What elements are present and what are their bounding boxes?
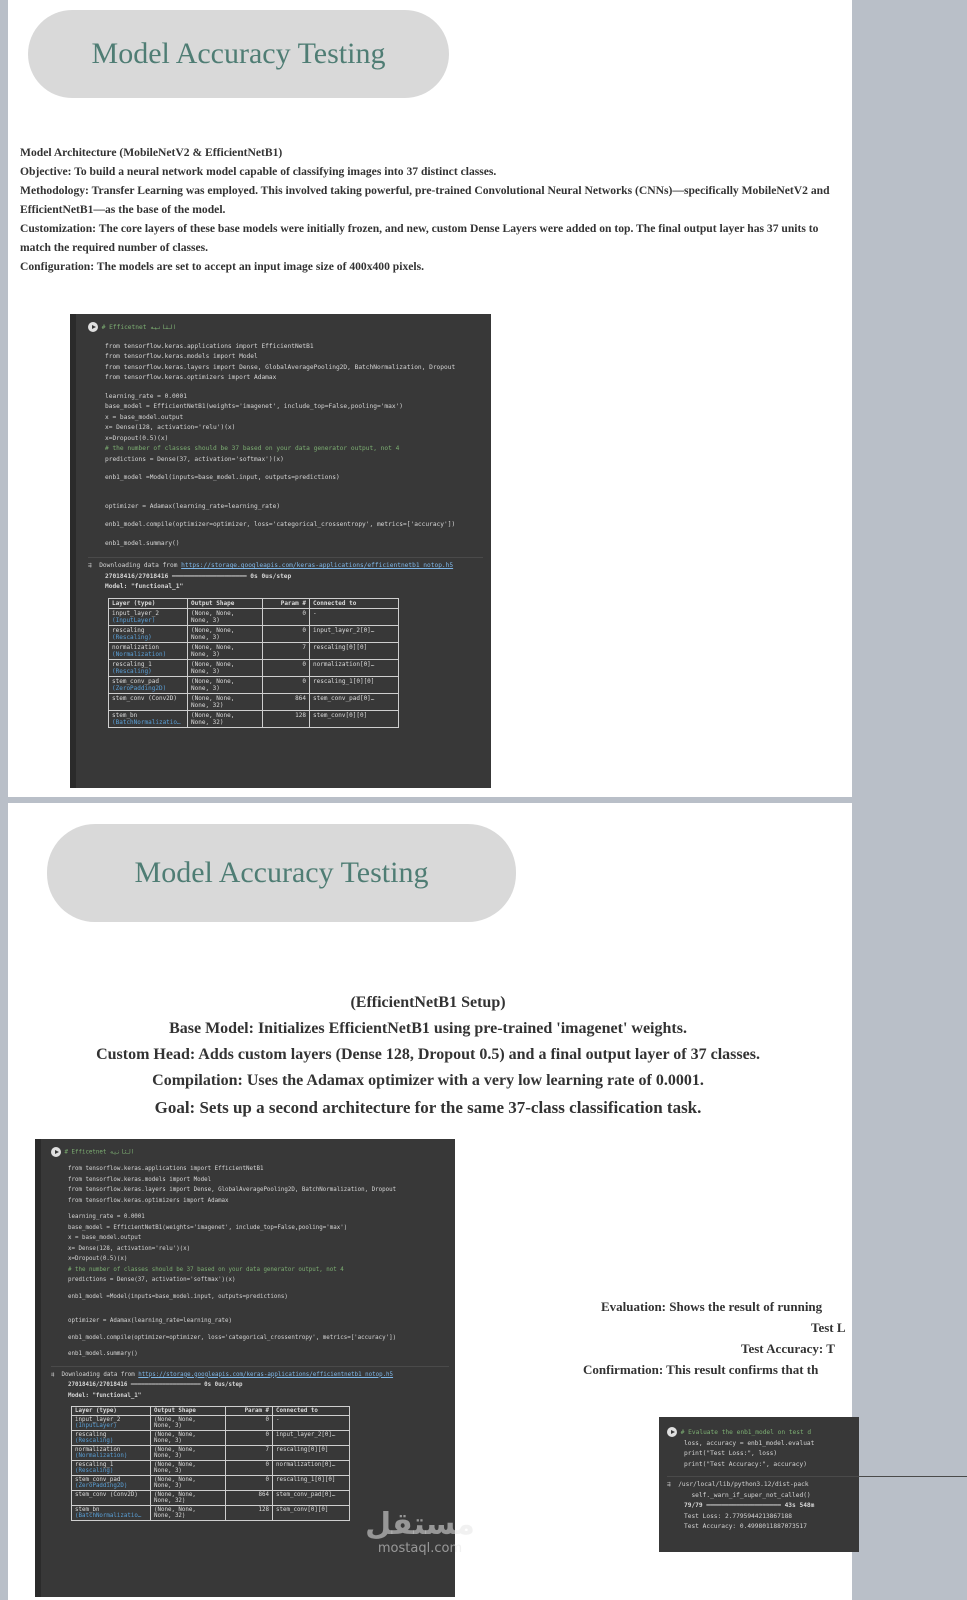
table-row: stem_conv_pad (ZeroPadding2D) (None, None, None, 3) 0 rescaling_1[0][0] (109, 676, 399, 693)
code-line: learning_rate = 0.0001 (105, 392, 187, 400)
code-line: enb1_model =Model(inputs=base_model.input, outputs=predictions) (105, 474, 340, 481)
output-icon: ⇶ (51, 1371, 55, 1378)
output-icon: ⇶ (88, 562, 92, 569)
table-row: rescaling_1 (Rescaling) (None, None, None, 3) 0 normalization[0]… (72, 1461, 350, 1476)
code-line: base_model = EfficientNetB1(weights='imagenet', include_top=False,pooling='max') (68, 1224, 348, 1231)
description-paragraph: Methodology: Transfer Learning was employed. This involved taking powerful, pre-trained Convolutional Neural Networks (CNNs)—specifically MobileNetV2 and EfficientNetB1—as the base of the model. (20, 184, 830, 216)
code-line: x = base_model.output (68, 1235, 142, 1241)
description-paragraph: Configuration: The models are set to accept an input image size of 400x400 pixels. (20, 260, 425, 273)
eval-line: Test L (811, 1320, 846, 1335)
cell-gutter (70, 314, 76, 788)
code-line: enb1_model.summary() (68, 1351, 138, 1357)
download-label: Downloading data from (99, 562, 182, 569)
title-pill (28, 10, 449, 98)
code-line: enb1_model.compile(optimizer=optimizer, loss='categorical_crossentropy', metrics=['accuracy']) (105, 521, 456, 528)
code-line: predictions = Dense(37, activation='softmax')(x) (68, 1277, 236, 1283)
setup-summary (28, 990, 828, 1122)
download-label: Downloading data from (61, 1371, 139, 1378)
table-row: stem_conv (Conv2D) (None, None, None, 32) 864 stem_conv_pad[0]… (72, 1491, 350, 1506)
table-row: rescaling (Rescaling) (None, None, None, 3) 0 input_layer_2[0]… (72, 1431, 350, 1446)
run-cell-icon[interactable] (51, 1147, 61, 1157)
cell-comment: # Efficetnet الثانيه (64, 1149, 135, 1156)
code-screenshot (35, 1139, 475, 1597)
slide-title: Model Accuracy Testing (134, 856, 429, 889)
code-line: from tensorflow.keras.layers import Dense, GlobalAveragePooling2D, BatchNormalization, Dropout (105, 363, 456, 371)
summary-line: Goal: Sets up a second architecture for the same 37-class classification task. (154, 1098, 702, 1117)
code-line: x=Dropout(0.5)(x) (68, 1256, 128, 1262)
eval-line: Evaluation: Shows the result of running (601, 1299, 823, 1314)
code-line: base_model = EfficientNetB1(weights='imagenet', include_top=False,pooling='max') (105, 403, 404, 410)
summary-line: (EfficientNetB1 Setup) (350, 994, 506, 1011)
table-header: Layer (type) (72, 1407, 151, 1416)
watermark (365, 1509, 475, 1556)
code-line: print("Test Loss:", loss) (684, 1450, 778, 1457)
eval-line: Confirmation: This result confirms that th (583, 1362, 819, 1377)
table-row: input_layer_2 (InputLayer) (None, None, None, 3) 0 - (72, 1416, 350, 1431)
table-row: normalization (Normalization) (None, None, None, 3) 7 rescaling[0][0] (109, 642, 399, 659)
description-block (20, 143, 840, 276)
table-header: Connected to (273, 1407, 350, 1416)
download-link[interactable]: https://storage.googleapis.com/keras-applications/efficientnetb1_notop.h5 (181, 562, 454, 569)
progress-text: 27018416/27018416 ━━━━━━━━━━━━━━━━━━━━ 0s 0us/step (68, 1382, 243, 1388)
code-line: x= Dense(128, activation='relu')(x) (105, 424, 236, 431)
model-name: Model: "functional_1" (105, 583, 184, 590)
run-cell-icon[interactable] (667, 1427, 677, 1437)
evaluation-code-screenshot (659, 1417, 859, 1552)
output-line: 79/79 ━━━━━━━━━━━━━━━━━━━━ 43s 548m (684, 1502, 815, 1509)
model-summary-table (108, 598, 399, 728)
summary-line: Base Model: Initializes EfficientNetB1 using pre-trained 'imagenet' weights. (169, 1020, 687, 1037)
code-line: enb1_model =Model(inputs=base_model.input, outputs=predictions) (68, 1293, 288, 1300)
summary-line: Custom Head: Adds custom layers (Dense 128, Dropout 0.5) and a final output layer of 37 classes. (96, 1046, 760, 1063)
code-line: print("Test Accuracy:", accuracy) (684, 1460, 807, 1468)
code-line: enb1_model.summary() (105, 539, 180, 547)
code-line: optimizer = Adamax(learning_rate=learning_rate) (105, 502, 281, 510)
code-line: predictions = Dense(37, activation='softmax')(x) (105, 455, 284, 463)
progress-text: 27018416/27018416 ━━━━━━━━━━━━━━━━━━━━ 0s 0us/step (105, 572, 292, 580)
watermark-arabic: مستقل (365, 1507, 475, 1542)
table-row: rescaling (Rescaling) (None, None, None, 3) 0 input_layer_2[0]… (109, 625, 399, 642)
table-header: Connected to (310, 598, 399, 608)
code-line: optimizer = Adamax(learning_rate=learning_rate) (68, 1318, 233, 1324)
table-row: input_layer_2 (InputLayer) (None, None, None, 3) 0 - (109, 608, 399, 625)
output-line: self._warn_if_super_not_called() (684, 1491, 811, 1499)
test-accuracy: Test Accuracy: 0.4998011887073517 (684, 1523, 807, 1530)
cell-gutter (35, 1139, 41, 1597)
summary-line: Compilation: Uses the Adamax optimizer with a very low learning rate of 0.0001. (152, 1072, 704, 1089)
eval-line: Test Accuracy: T (741, 1341, 835, 1356)
model-summary-table (71, 1406, 350, 1521)
table-row: rescaling_1 (Rescaling) (None, None, None, 3) 0 normalization[0]… (109, 659, 399, 676)
code-line: x= Dense(128, activation='relu')(x) (68, 1245, 191, 1252)
table-row: stem_bn (BatchNormalizatio… (None, None, None, 32) 128 stem_conv[0][0] (109, 710, 399, 727)
code-line: enb1_model.compile(optimizer=optimizer, loss='categorical_crossentropy', metrics=['accuracy']) (68, 1334, 397, 1341)
code-line: x = base_model.output (105, 413, 184, 421)
code-line: learning_rate = 0.0001 (68, 1214, 145, 1220)
description-paragraph: Customization: The core layers of these base models were initially frozen, and new, custom Dense Layers were added on top. The final output layer has 37 units to match the required number of classes. (20, 222, 819, 254)
watermark-latin: mostaql.com (377, 1541, 463, 1556)
code-line: from tensorflow.keras.optimizers import Adamax (68, 1197, 229, 1204)
run-cell-icon[interactable] (88, 322, 98, 332)
code-line: from tensorflow.keras.applications import EfficientNetB1 (105, 342, 314, 350)
code-line: from tensorflow.keras.layers import Dense, GlobalAveragePooling2D, BatchNormalization, Dropout (68, 1187, 397, 1193)
code-line: from tensorflow.keras.optimizers import Adamax (105, 374, 277, 381)
table-header: Output Shape (188, 598, 263, 608)
title-pill (47, 824, 516, 922)
table-row: normalization (Normalization) (None, None, None, 3) 7 rescaling[0][0] (72, 1446, 350, 1461)
test-loss: Test Loss: 2.7795944213867188 (684, 1512, 793, 1520)
description-paragraph: Objective: To build a neural network model capable of classifying images into 37 distinct classes. (20, 165, 497, 178)
model-name: Model: "functional_1" (68, 1392, 142, 1399)
code-line: from tensorflow.keras.applications import EfficientNetB1 (68, 1166, 264, 1172)
code-comment: # the number of classes should be 37 based on your data generator output, not 4 (105, 445, 400, 452)
code-line: x=Dropout(0.5)(x) (105, 434, 169, 442)
table-header: Param # (263, 598, 310, 608)
code-line: from tensorflow.keras.models import Model (105, 353, 258, 360)
evaluation-text (528, 1296, 928, 1380)
slide-title: Model Accuracy Testing (91, 37, 386, 70)
code-line: loss, accuracy = enb1_model.evaluat (684, 1439, 815, 1447)
code-comment: # the number of classes should be 37 based on your data generator output, not 4 (68, 1266, 344, 1273)
slide-1 (8, 0, 852, 797)
output-icon: ⇶ (667, 1481, 671, 1488)
table-row: stem_conv (Conv2D) (None, None, None, 32) 864 stem_conv_pad[0]… (109, 693, 399, 710)
table-row: stem_bn (BatchNormalizatio… (None, None, None, 32) 128 stem_conv[0][0] (72, 1506, 350, 1521)
output-line: /usr/local/lib/python3.12/dist-pack (678, 1481, 809, 1488)
code-screenshot (70, 314, 491, 788)
description-paragraph: Model Architecture (MobileNetV2 & EfficientNetB1) (20, 146, 283, 159)
table-header: Layer (type) (109, 598, 188, 608)
slide-2 (8, 803, 852, 1600)
download-link[interactable]: https://storage.googleapis.com/keras-applications/efficientnetb1_notop.h5 (138, 1371, 394, 1378)
table-header: Output Shape (151, 1407, 226, 1416)
cell-comment: # Efficetnet الثانيه (101, 324, 177, 331)
table-row: stem_conv_pad (ZeroPadding2D) (None, None, None, 3) 0 rescaling_1[0][0] (72, 1476, 350, 1491)
table-header: Param # (226, 1407, 273, 1416)
code-line: from tensorflow.keras.models import Model (68, 1176, 212, 1183)
eval-comment: # Evaluate the enb1_model on test d (680, 1429, 812, 1436)
